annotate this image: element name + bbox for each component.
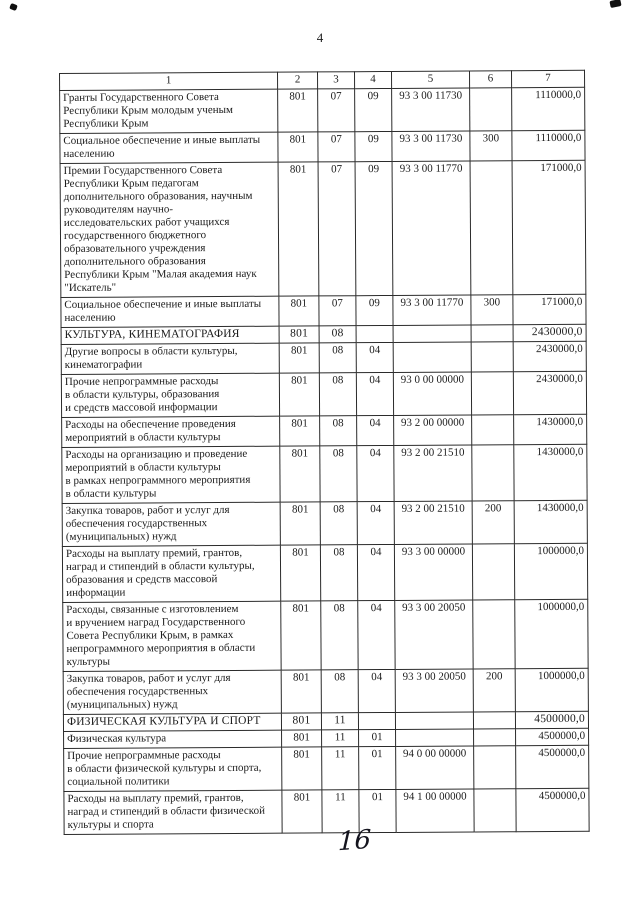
- amount-cell: 171000,0: [513, 294, 586, 324]
- amount-cell: 171000,0: [512, 160, 586, 294]
- expense-type-code-cell: [471, 342, 513, 372]
- razdel-code-cell: 08: [321, 601, 358, 670]
- expense-type-code-cell: 200: [472, 501, 514, 544]
- table-row: [60, 160, 586, 297]
- podrazdel-code-cell: 04: [356, 372, 393, 415]
- column-header: 6: [469, 71, 511, 88]
- podrazdel-code-cell: 04: [356, 342, 393, 372]
- grbs-code-cell: 801: [278, 162, 319, 296]
- podrazdel-code-cell: 09: [355, 131, 392, 161]
- target-article-code-cell: [395, 712, 473, 729]
- grbs-code-cell: 801: [279, 326, 319, 343]
- amount-cell: 2430000,0: [513, 324, 586, 341]
- amount-cell: 4500000,0: [516, 788, 589, 831]
- expense-name-cell: Расходы на организацию и проведение мероприятий в области культуры в рамках непрограммного мероприятия в области культуры: [62, 446, 280, 503]
- razdel-code-cell: 11: [322, 790, 359, 833]
- grbs-code-cell: 801: [282, 747, 322, 790]
- table-row: [61, 341, 586, 374]
- razdel-code-cell: 08: [320, 446, 357, 502]
- podrazdel-code-cell: 09: [355, 88, 392, 131]
- table-row: [62, 500, 587, 546]
- podrazdel-code-cell: 04: [358, 669, 395, 712]
- expense-name-cell: Расходы на выплату премий, грантов, наград и стипендий в области культуры, образования и средств массовой информации: [62, 545, 280, 602]
- column-header: 2: [277, 72, 317, 89]
- expense-type-code-cell: [474, 729, 516, 746]
- table-row: [61, 371, 586, 417]
- target-article-code-cell: [393, 325, 471, 342]
- amount-cell: 1000000,0: [515, 668, 588, 711]
- expense-name-cell: Закупка товаров, работ и услуг для обеспечения государственных (муниципальных) нужд: [62, 502, 280, 546]
- expense-name-cell: Закупка товаров, работ и услуг для обеспечения государственных (муниципальных) нужд: [63, 670, 281, 714]
- expense-name-cell: Прочие непрограммные расходы в области культуры, образования и средств массовой информации: [61, 373, 279, 417]
- podrazdel-code-cell: 04: [357, 445, 394, 501]
- expense-name-cell: Социальное обеспечение и иные выплаты населению: [61, 296, 279, 327]
- table-row: [64, 745, 589, 791]
- podrazdel-code-cell: 01: [359, 789, 396, 832]
- target-article-code-cell: 94 1 00 00000: [396, 789, 474, 832]
- amount-cell: 1110000,0: [512, 130, 585, 160]
- scan-artifact-speck: [9, 3, 18, 11]
- target-article-code-cell: 93 3 00 11730: [392, 88, 470, 131]
- target-article-code-cell: 93 2 00 00000: [394, 415, 472, 445]
- podrazdel-code-cell: 04: [357, 501, 394, 544]
- expense-name-cell: Расходы на выплату премий, грантов, наград и стипендий в области физической культуры и спорта: [64, 790, 282, 834]
- amount-cell: 4500000,0: [516, 728, 589, 745]
- table-row: [62, 444, 587, 503]
- grbs-code-cell: 801: [280, 502, 320, 545]
- razdel-code-cell: 11: [322, 747, 359, 790]
- podrazdel-code-cell: 04: [358, 600, 395, 669]
- razdel-code-cell: 08: [319, 326, 356, 343]
- expense-name-cell: Социальное обеспечение и иные выплаты населению: [60, 132, 278, 163]
- target-article-code-cell: [396, 729, 474, 746]
- podrazdel-code-cell: [358, 712, 395, 729]
- razdel-code-cell: 11: [321, 713, 358, 730]
- expense-name-cell: Премии Государственного Совета Республики Крым педагогам дополнительного образования, научным руководителям научно- исследовательских работ учащихся государственного бюджетного образовательного учреждения дополнительного образования Республики Крым "Малая академия наук "Искатель": [60, 162, 279, 297]
- amount-cell: 4500000,0: [515, 711, 588, 728]
- podrazdel-code-cell: 01: [359, 729, 396, 746]
- amount-cell: 1000000,0: [515, 599, 588, 668]
- podrazdel-code-cell: 09: [356, 295, 393, 325]
- expense-type-code-cell: [472, 544, 514, 600]
- amount-cell: 1000000,0: [514, 543, 587, 599]
- target-article-code-cell: 93 3 00 11730: [392, 131, 470, 161]
- expense-type-code-cell: [471, 372, 513, 415]
- column-header: 3: [317, 72, 354, 89]
- podrazdel-code-cell: 04: [357, 415, 394, 445]
- expense-name-cell: Расходы на обеспечение проведения мероприятий в области культуры: [62, 416, 280, 447]
- table-row: [61, 294, 586, 327]
- target-article-code-cell: 93 2 00 21510: [394, 501, 472, 544]
- column-header: 1: [60, 72, 278, 90]
- scan-artifact-speck: [609, 0, 621, 8]
- podrazdel-code-cell: 09: [355, 161, 393, 295]
- amount-cell: 1430000,0: [514, 444, 587, 500]
- target-article-code-cell: 93 3 00 11770: [392, 161, 471, 295]
- expense-type-code-cell: 200: [473, 669, 515, 712]
- expense-type-code-cell: [473, 712, 515, 729]
- table-row: [60, 130, 585, 163]
- grbs-code-cell: 801: [279, 373, 319, 416]
- razdel-code-cell: 08: [319, 373, 356, 416]
- expense-type-code-cell: [474, 746, 516, 789]
- target-article-code-cell: 93 0 00 00000: [393, 372, 471, 415]
- razdel-code-cell: 08: [320, 416, 357, 446]
- target-article-code-cell: 94 0 00 00000: [396, 746, 474, 789]
- expense-type-code-cell: 300: [471, 295, 513, 325]
- target-article-code-cell: 93 2 00 21510: [394, 445, 472, 501]
- target-article-code-cell: 93 3 00 20050: [395, 669, 473, 712]
- amount-cell: 4500000,0: [516, 745, 589, 788]
- target-article-code-cell: 93 3 00 00000: [394, 544, 472, 600]
- razdel-code-cell: 08: [319, 343, 356, 373]
- razdel-code-cell: 07: [318, 162, 356, 296]
- target-article-code-cell: 93 3 00 11770: [393, 295, 471, 325]
- expense-type-code-cell: [472, 445, 514, 501]
- expense-type-code-cell: [473, 600, 515, 669]
- amount-cell: 1110000,0: [512, 87, 585, 130]
- table-row: [62, 414, 587, 447]
- razdel-code-cell: 08: [320, 502, 357, 545]
- grbs-code-cell: 801: [281, 713, 321, 730]
- grbs-code-cell: 801: [280, 446, 320, 502]
- target-article-code-cell: 93 3 00 20050: [395, 600, 473, 669]
- handwritten-page-mark: 16: [337, 824, 372, 858]
- razdel-code-cell: 08: [321, 670, 358, 713]
- column-header: 7: [511, 70, 584, 87]
- razdel-code-cell: 08: [320, 545, 357, 601]
- budget-table-body: [60, 87, 590, 834]
- page-number: 4: [316, 30, 324, 45]
- razdel-code-cell: 07: [319, 296, 356, 326]
- table-row: [60, 87, 585, 133]
- amount-cell: 1430000,0: [514, 414, 587, 444]
- grbs-code-cell: 801: [279, 343, 319, 373]
- razdel-code-cell: 07: [318, 89, 355, 132]
- grbs-code-cell: 801: [278, 89, 318, 132]
- expense-type-code-cell: 300: [470, 131, 512, 161]
- podrazdel-code-cell: 01: [359, 746, 396, 789]
- amount-cell: 2430000,0: [513, 371, 586, 414]
- table-row: [63, 599, 588, 671]
- expense-name-cell: Прочие непрограммные расходы в области физической культуры и спорта, социальной политики: [64, 747, 282, 791]
- podrazdel-code-cell: 04: [357, 544, 394, 600]
- grbs-code-cell: 801: [281, 670, 321, 713]
- grbs-code-cell: 801: [280, 545, 320, 601]
- expense-type-code-cell: [470, 161, 513, 295]
- table-row: [62, 543, 587, 602]
- grbs-code-cell: 801: [282, 790, 322, 833]
- column-header: 4: [354, 71, 391, 88]
- razdel-code-cell: 11: [322, 730, 359, 747]
- expense-name-cell: Другие вопросы в области культуры, кинематографии: [61, 343, 279, 374]
- razdel-code-cell: 07: [318, 132, 355, 162]
- expense-name-cell: Физическая культура: [64, 730, 282, 748]
- grbs-code-cell: 801: [279, 296, 319, 326]
- expense-type-code-cell: [471, 325, 513, 342]
- expense-type-code-cell: [470, 88, 512, 131]
- table-row: [64, 788, 589, 834]
- target-article-code-cell: [393, 342, 471, 372]
- amount-cell: 2430000,0: [513, 341, 586, 371]
- grbs-code-cell: 801: [278, 132, 318, 162]
- table-row: [63, 668, 588, 714]
- budget-table-container: [59, 70, 591, 835]
- grbs-code-cell: 801: [281, 601, 321, 670]
- column-header: 5: [391, 71, 469, 88]
- grbs-code-cell: 801: [280, 416, 320, 446]
- expense-name-cell: Гранты Государственного Совета Республики Крым молодым ученым Республики Крым: [60, 89, 278, 133]
- expense-name-cell: ФИЗИЧЕСКАЯ КУЛЬТУРА И СПОРТ: [63, 713, 281, 731]
- budget-table: [59, 70, 590, 835]
- expense-type-code-cell: [474, 789, 516, 832]
- expense-type-code-cell: [472, 415, 514, 445]
- podrazdel-code-cell: [356, 325, 393, 342]
- grbs-code-cell: 801: [282, 730, 322, 747]
- amount-cell: 1430000,0: [514, 500, 587, 543]
- expense-name-cell: КУЛЬТУРА, КИНЕМАТОГРАФИЯ: [61, 326, 279, 344]
- expense-name-cell: Расходы, связанные с изготовлением и вручением наград Государственного Совета Республики Крым, в рамках непрограммного мероприятия в области культуры: [63, 601, 281, 671]
